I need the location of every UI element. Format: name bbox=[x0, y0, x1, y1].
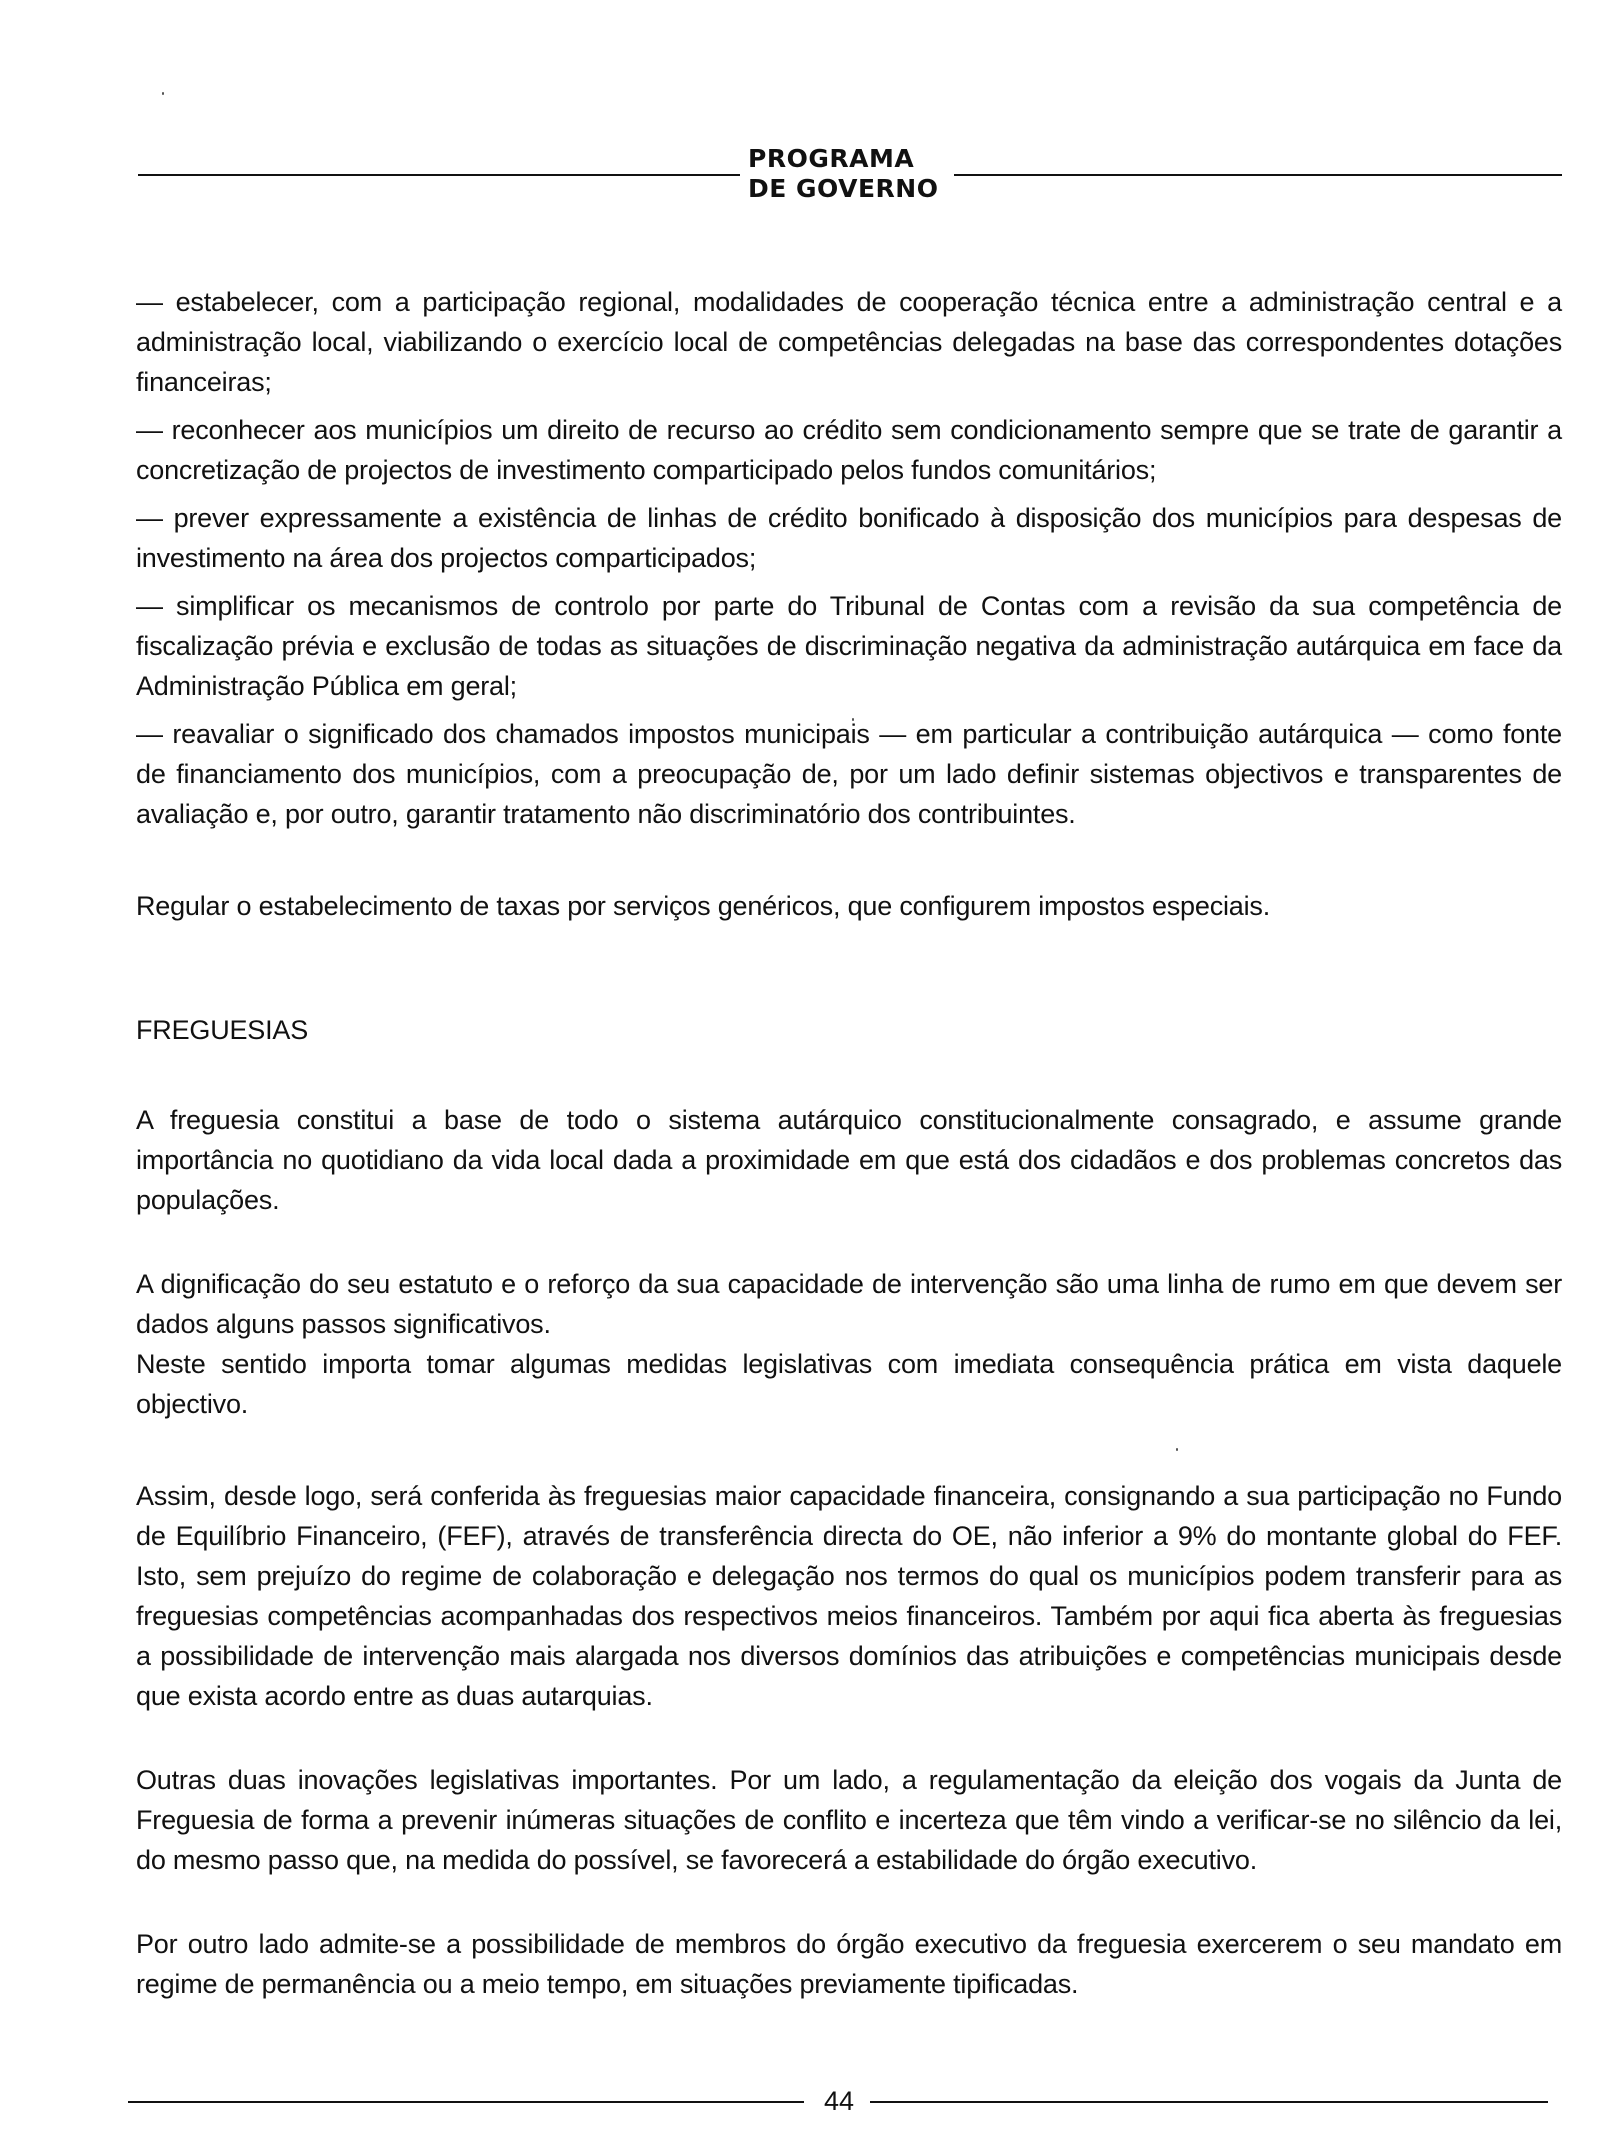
document-body bbox=[136, 282, 1562, 2004]
bullet-item: — reavaliar o significado dos chamados impostos municipais — em particular a contribuição autárquica — como fonte de financiamento dos municípios, com a preocupação de, por um lado definir sistemas objectivos e transparentes de avaliação e, por outro, garantir tratamento não discriminatório dos contribuintes. bbox=[136, 719, 1562, 829]
header-rule-left bbox=[138, 174, 740, 176]
section-heading-freguesias: FREGUESIAS bbox=[136, 1015, 309, 1045]
bullet-item: — estabelecer, com a participação regional, modalidades de cooperação técnica entre a administração central e a administração local, viabilizando o exercício local de competências delegadas na base das correspondentes dotações financeiras; bbox=[136, 287, 1562, 397]
footer-rule-left bbox=[128, 2101, 804, 2103]
page-number: 44 bbox=[823, 2086, 855, 2116]
bullet-item: — simplificar os mecanismos de controlo por parte do Tribunal de Contas com a revisão da sua competência de fiscalização prévia e exclusão de todas as situações de discriminação negativa da administração autárquica em face da Administração Pública em geral; bbox=[136, 591, 1562, 701]
header-title-line2: DE GOVERNO bbox=[748, 174, 939, 203]
body-paragraph: A dignificação do seu estatuto e o reforço da sua capacidade de intervenção são uma linha de rumo em que devem ser dados alguns passos significativos. bbox=[136, 1269, 1562, 1339]
body-paragraph: Por outro lado admite-se a possibilidade de membros do órgão executivo da freguesia exercerem o seu mandato em regime de permanência ou a meio tempo, em situações previamente tipificadas. bbox=[136, 1929, 1562, 1999]
scan-speck bbox=[162, 92, 164, 95]
header-title bbox=[748, 144, 948, 204]
header-title-line1: PROGRAMA bbox=[748, 144, 915, 173]
page-header bbox=[138, 140, 1562, 210]
bullet-item: — reconhecer aos municípios um direito de recurso ao crédito sem condicionamento sempre que se trate de garantir a concretização de projectos de investimento comparticipado pelos fundos comunitários; bbox=[136, 415, 1562, 485]
paragraph-taxas: Regular o estabelecimento de taxas por serviços genéricos, que configurem impostos especiais. bbox=[136, 891, 1271, 921]
body-paragraph: Outras duas inovações legislativas importantes. Por um lado, a regulamentação da eleição dos vogais da Junta de Freguesia de forma a prevenir inúmeras situações de conflito e incerteza que têm vindo a verificar-se no silêncio da lei, do mesmo passo que, na medida do possível, se favorecerá a estabilidade do órgão executivo. bbox=[136, 1765, 1562, 1875]
page-footer bbox=[128, 2082, 1548, 2122]
body-paragraph: Assim, desde logo, será conferida às freguesias maior capacidade financeira, consignando a sua participação no Fundo de Equilíbrio Financeiro, (FEF), através de transferência directa do OE, não inferior a 9% do montante global do FEF. Isto, sem prejuízo do regime de colaboração e delegação nos termos do qual os municípios podem transferir para as freguesias competências acompanhadas dos respectivos meios financeiros. Também por aqui fica aberta às freguesias a possibilidade de intervenção mais alargada nos diversos domínios das atribuições e competências municipais desde que exista acordo entre as duas autarquias. bbox=[136, 1481, 1562, 1711]
bullet-item: — prever expressamente a existência de linhas de crédito bonificado à disposição dos municípios para despesas de investimento na área dos projectos comparticipados; bbox=[136, 503, 1562, 573]
body-paragraph: Neste sentido importa tomar algumas medidas legislativas com imediata consequência prática em vista daquele objectivo. bbox=[136, 1349, 1562, 1419]
header-rule-right bbox=[954, 174, 1562, 176]
footer-rule-right bbox=[870, 2101, 1548, 2103]
body-paragraph: A freguesia constitui a base de todo o sistema autárquico constitucionalmente consagrado, e assume grande importância no quotidiano da vida local dada a proximidade em que está dos cidadãos e dos problemas concretos das populações. bbox=[136, 1105, 1562, 1215]
